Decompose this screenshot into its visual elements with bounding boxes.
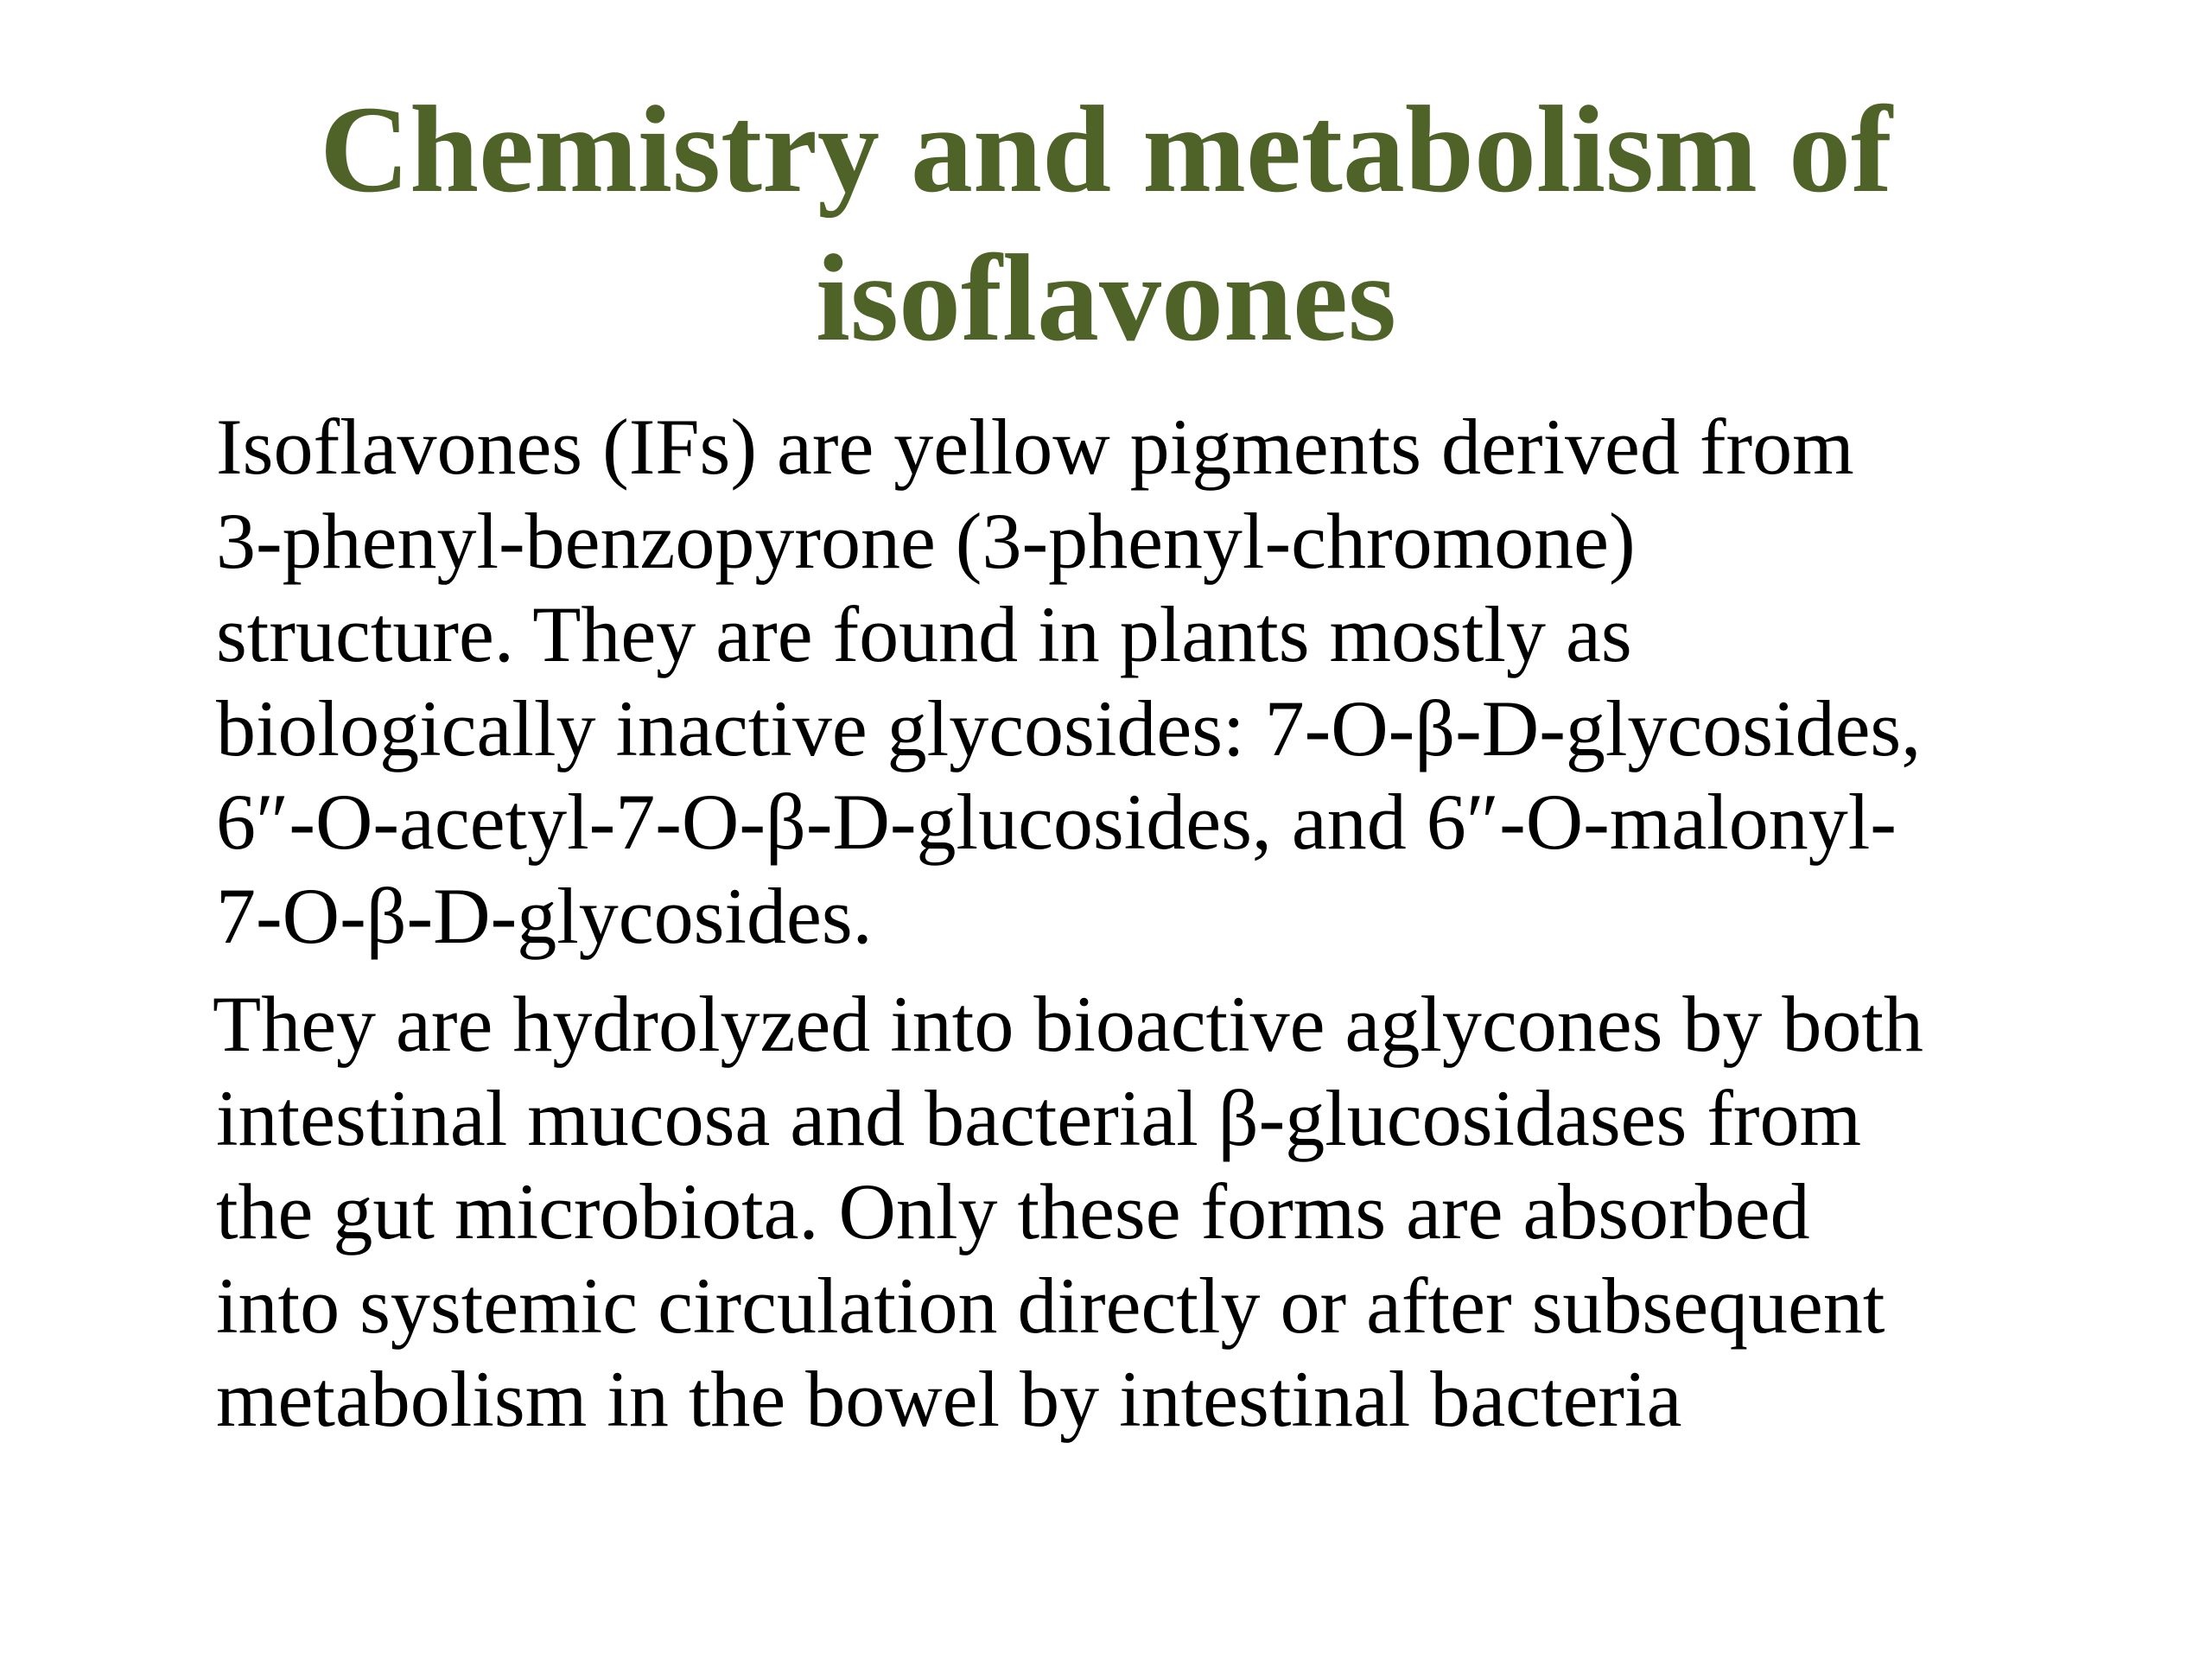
paragraph-2-line-3: the gut microbiota. Only these forms are absorbed [216, 1167, 1810, 1255]
paragraph-1-line-6: 7-O-β-D-glycosides. [216, 871, 873, 960]
paragraph-2-line-1: They are hydrolyzed into bioactive aglycones by both [213, 980, 1923, 1068]
paragraph-1-line-3: structure. They are found in plants mostly as [216, 590, 1632, 678]
paragraph-isoflavones-definition [216, 400, 2195, 963]
paragraph-1-line-4: biologically inactive glycosides: 7-O-β-D-glycosides, [216, 683, 1922, 772]
paragraph-1-line-5: 6″-O-acetyl-7-O-β-D-glucosides, and 6″-O-malonyl- [216, 778, 1897, 866]
paragraph-2-line-5: metabolism in the bowel by intestinal bacteria [216, 1355, 1682, 1443]
slide-title [173, 76, 2039, 373]
paragraph-1-line-2: 3-phenyl-benzopyrone (3-phenyl-chromone) [216, 496, 1636, 585]
paragraph-2-line-2: intestinal mucosa and bacterial β-glucosidases from [216, 1073, 1862, 1162]
title-line-2: isoflavones [815, 230, 1397, 367]
title-line-1: Chemistry and metabolism of [320, 81, 1892, 219]
paragraph-2-line-4: into systemic circulation directly or after subsequent [216, 1261, 1885, 1350]
paragraph-1-line-1: Isoflavones (IFs) are yellow pigments derived from [216, 403, 1854, 491]
paragraph-hydrolysis-absorption [213, 977, 2195, 1446]
